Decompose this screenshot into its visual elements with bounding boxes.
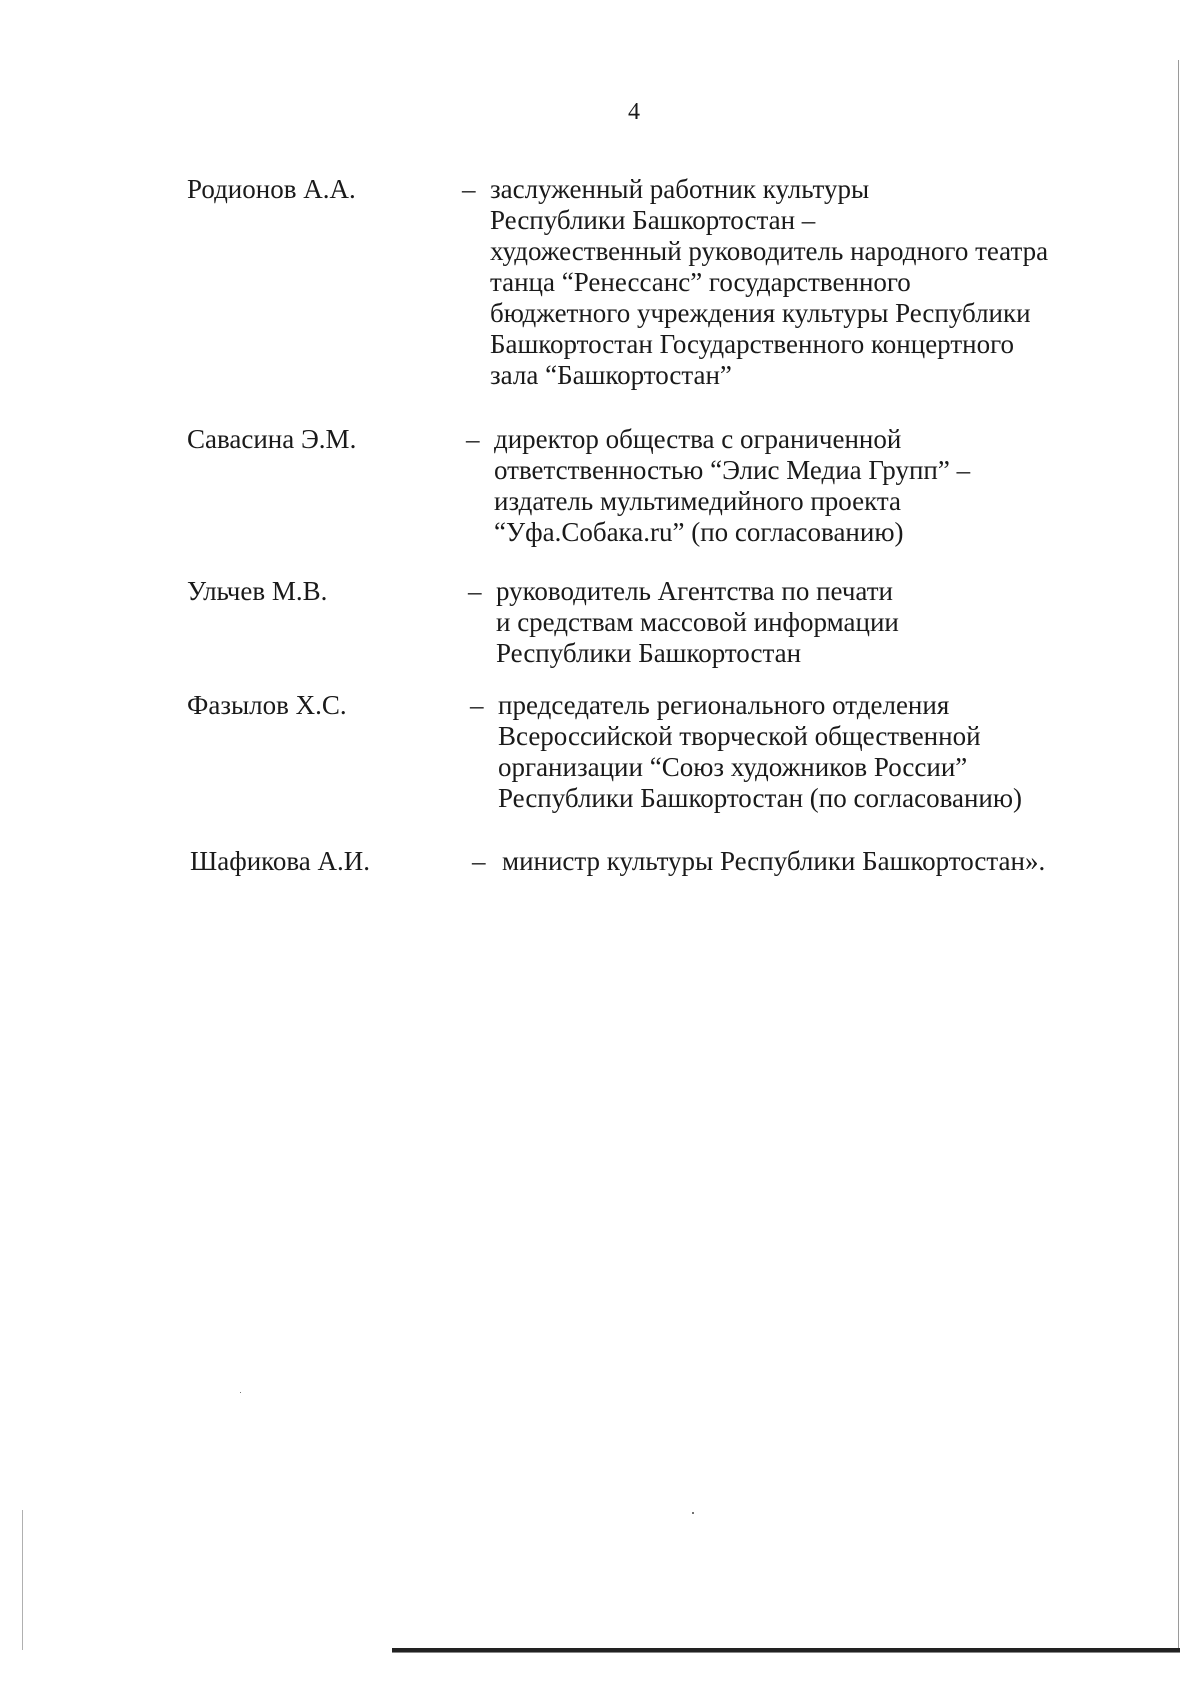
position-line: танца “Ренессанс” государственного	[490, 267, 911, 297]
position-line: организации “Союз художников России”	[498, 752, 968, 782]
position-line: художественный руководитель народного театра	[490, 236, 1049, 266]
scan-speck	[692, 1512, 694, 1514]
position-line: Республики Башкортостан (по согласованию)	[498, 783, 1023, 813]
position-line: руководитель Агентства по печати	[496, 576, 893, 606]
member-position	[490, 174, 1048, 391]
position-line: председатель регионального отделения	[498, 690, 950, 720]
page-number: 4	[628, 99, 640, 125]
position-line: бюджетного учреждения культуры Республики	[490, 298, 1031, 328]
scan-edge-line	[22, 1510, 23, 1650]
scan-speck	[240, 1392, 241, 1393]
member-name: Шафикова А.И.	[190, 846, 371, 876]
entry-dash: –	[466, 424, 480, 454]
position-line: заслуженный работник культуры	[490, 174, 870, 204]
position-line: “Уфа.Собака.ru” (по согласованию)	[494, 517, 904, 547]
member-name: Родионов А.А.	[187, 174, 356, 204]
entry-dash: –	[470, 690, 484, 720]
scan-bottom-bar	[392, 1652, 1180, 1653]
member-position	[494, 424, 970, 548]
scan-edge-line	[1178, 60, 1179, 1650]
member-name: Ульчев М.В.	[187, 576, 328, 606]
entry-dash: –	[468, 576, 482, 606]
position-line: министр культуры Республики Башкортостан».	[502, 846, 1046, 876]
member-position	[498, 690, 1022, 814]
position-line: Башкортостан Государственного концертного	[490, 329, 1014, 359]
position-line: Всероссийской творческой общественной	[498, 721, 981, 751]
position-line: директор общества с ограниченной	[494, 424, 902, 454]
position-line: и средствам массовой информации	[496, 607, 899, 637]
position-line: Республики Башкортостан	[496, 638, 802, 668]
member-name: Савасина Э.М.	[187, 424, 357, 454]
entry-dash: –	[462, 174, 476, 204]
position-line: зала “Башкортостан”	[490, 360, 732, 390]
member-position	[496, 576, 899, 669]
member-name: Фазылов Х.С.	[187, 690, 347, 720]
position-line: издатель мультимедийного проекта	[494, 486, 901, 516]
member-position	[502, 846, 1045, 877]
position-line: Республики Башкортостан –	[490, 205, 816, 235]
entry-dash: –	[472, 846, 486, 876]
position-line: ответственностью “Элис Медиа Групп” –	[494, 455, 971, 485]
